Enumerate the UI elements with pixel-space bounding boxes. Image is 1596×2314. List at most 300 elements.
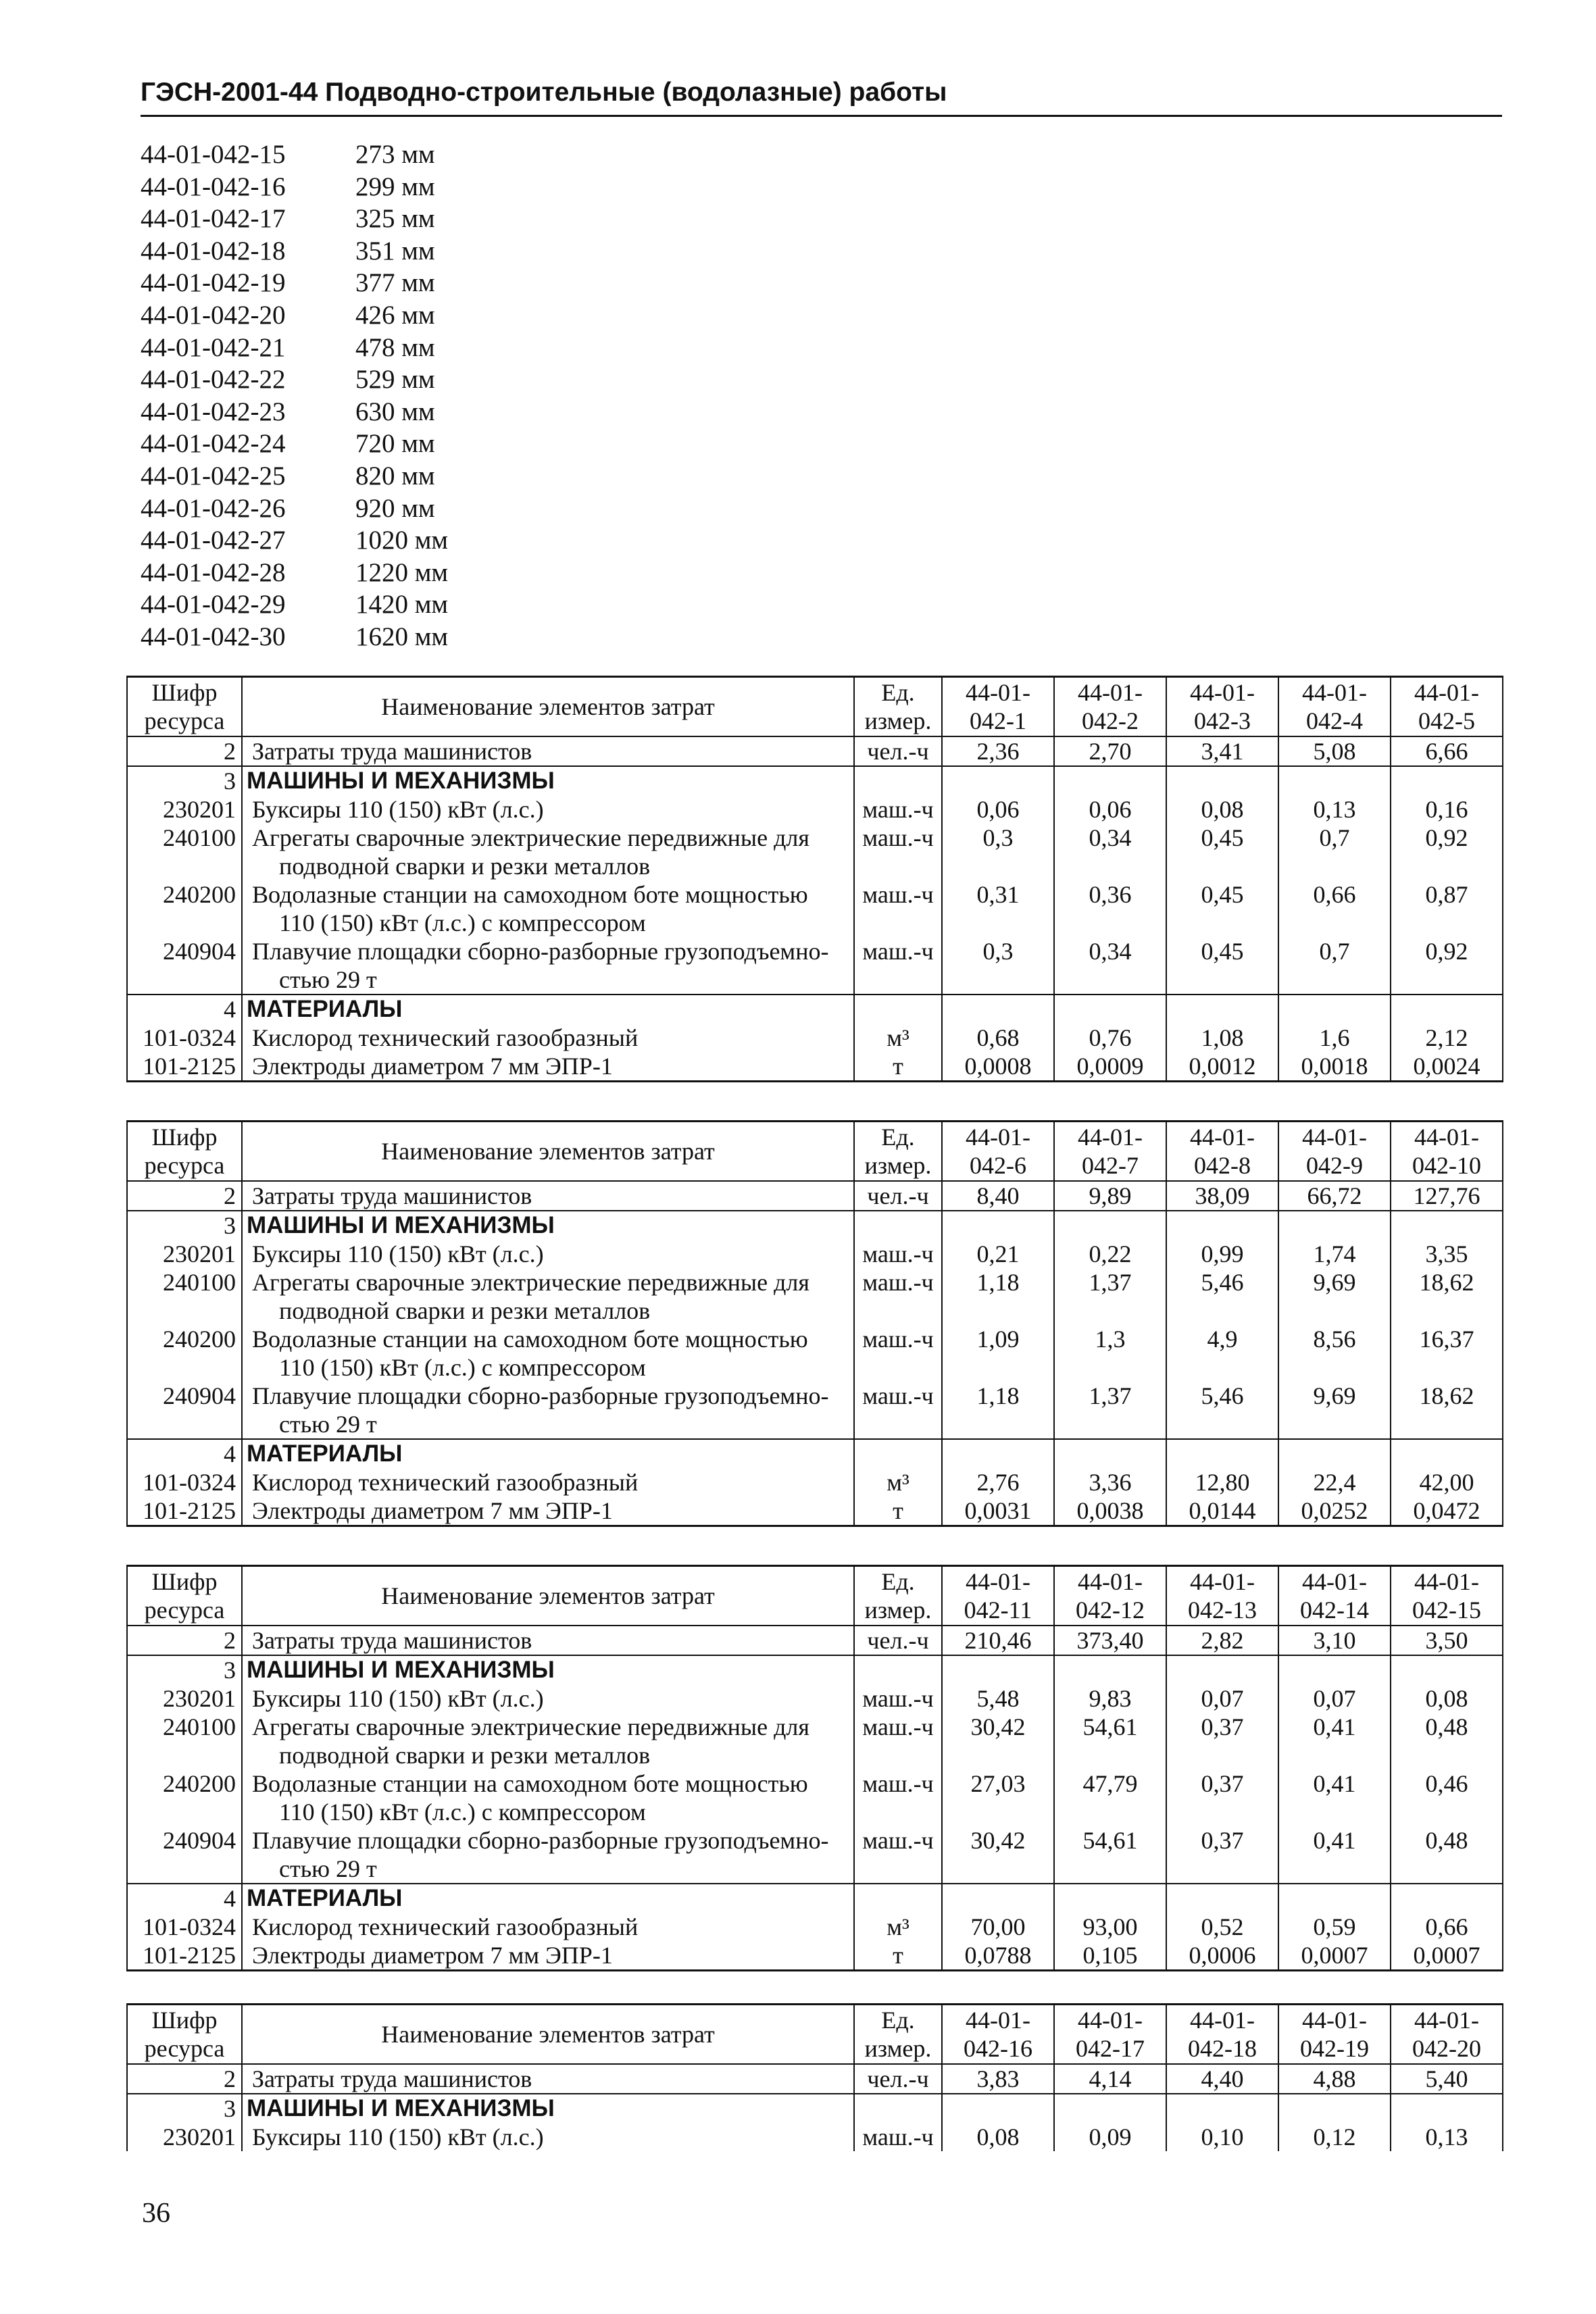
value-cell: 5,40 [1391, 2064, 1503, 2094]
value-cell: 0,7 [1278, 824, 1391, 880]
value-cell: 1,37 [1054, 1268, 1166, 1325]
value-cell: 0,31 [942, 880, 1054, 937]
resource-code: 240904 [127, 1382, 242, 1439]
value-cell: 6,66 [1391, 736, 1503, 766]
header-column-code: 44-01-042-14 [1278, 1566, 1391, 1626]
name-line: Плавучие площадки сборно-разборные грузоподъемно- [252, 1382, 829, 1409]
empty-cell [854, 766, 942, 795]
value-cell: 0,45 [1166, 880, 1278, 937]
value-cell: 4,14 [1054, 2064, 1166, 2094]
table-row [127, 1713, 1503, 1769]
value-cell: 0,0008 [942, 1052, 1054, 1082]
value-cell: 0,09 [1054, 2123, 1166, 2151]
code-list-code: 44-01-042-23 [141, 397, 286, 426]
value-cell: 1,18 [942, 1382, 1054, 1439]
value-cell: 38,09 [1166, 1181, 1278, 1211]
value-cell: 30,42 [942, 1826, 1054, 1884]
value-cell: 0,7 [1278, 937, 1391, 995]
value-cell: 42,00 [1391, 1468, 1503, 1496]
name-line-cont: 110 (150) кВт (л.с.) с компрессором [279, 1799, 646, 1826]
section-code: 3 [127, 766, 242, 795]
table-header-row [127, 2005, 1503, 2065]
value-cell: 70,00 [942, 1913, 1054, 1941]
code-list-code: 44-01-042-27 [141, 526, 286, 555]
code-list-code: 44-01-042-29 [141, 590, 286, 620]
empty-cell [1166, 1211, 1278, 1240]
empty-cell [942, 995, 1054, 1024]
resource-name: Затраты труда машинистов [242, 1181, 854, 1211]
section-title: МАШИНЫ И МЕХАНИЗМЫ [242, 1211, 854, 1240]
resource-name: Затраты труда машинистов [242, 736, 854, 766]
table-row [127, 2064, 1503, 2094]
empty-cell [1166, 2094, 1278, 2123]
value-cell: 4,88 [1278, 2064, 1391, 2094]
empty-cell [1278, 995, 1391, 1024]
resource-unit: маш.-ч [854, 1769, 942, 1826]
value-cell: 3,36 [1054, 1468, 1166, 1496]
value-cell: 0,105 [1054, 1941, 1166, 1971]
value-cell: 0,37 [1166, 1769, 1278, 1826]
page-header: ГЭСН-2001-44 Подводно-строительные (водолазные) работы [141, 76, 1502, 117]
table-row [127, 1913, 1503, 1941]
resource-name [242, 1268, 854, 1325]
value-cell: 1,09 [942, 1325, 1054, 1382]
code-size-list [141, 139, 448, 653]
value-cell: 8,40 [942, 1181, 1054, 1211]
resource-unit: т [854, 1052, 942, 1082]
resource-code: 240100 [127, 1268, 242, 1325]
section-code: 3 [127, 1655, 242, 1684]
value-cell: 0,45 [1166, 937, 1278, 995]
code-list-row [141, 171, 448, 203]
code-list-size: 351 мм [355, 236, 435, 266]
page-number: 36 [142, 2198, 170, 2229]
table-row [127, 1268, 1503, 1325]
value-cell: 0,0012 [1166, 1052, 1278, 1082]
resource-name: Кислород технический газообразный [242, 1913, 854, 1941]
table-row [127, 2123, 1503, 2151]
value-cell: 3,50 [1391, 1626, 1503, 1655]
name-line-cont: стью 29 т [279, 1411, 377, 1438]
empty-cell [942, 1884, 1054, 1913]
code-list-row [141, 139, 448, 171]
value-cell: 9,89 [1054, 1181, 1166, 1211]
code-list-code: 44-01-042-19 [141, 268, 286, 298]
header-unit: Ед. измер. [854, 1566, 942, 1626]
resource-code: 230201 [127, 1240, 242, 1268]
empty-cell [1054, 995, 1166, 1024]
code-list-size: 273 мм [355, 140, 435, 169]
value-cell: 0,36 [1054, 880, 1166, 937]
value-cell: 0,48 [1391, 1713, 1503, 1769]
header-code: Шифр ресурса [127, 1566, 242, 1626]
name-line-cont: стью 29 т [279, 1855, 377, 1882]
resource-unit: маш.-ч [854, 1826, 942, 1884]
value-cell: 1,18 [942, 1268, 1054, 1325]
value-cell: 0,0024 [1391, 1052, 1503, 1082]
resource-code: 230201 [127, 2123, 242, 2151]
resource-unit: маш.-ч [854, 1325, 942, 1382]
section-code: 3 [127, 2094, 242, 2123]
resource-unit: м³ [854, 1024, 942, 1052]
value-cell: 0,48 [1391, 1826, 1503, 1884]
code-list-size: 529 мм [355, 365, 435, 395]
value-cell: 0,0007 [1391, 1941, 1503, 1971]
name-line: Водолазные станции на самоходном боте мощностью [252, 881, 808, 908]
value-cell: 0,0038 [1054, 1496, 1166, 1526]
value-cell: 2,36 [942, 736, 1054, 766]
value-cell: 0,12 [1278, 2123, 1391, 2151]
resource-name [242, 824, 854, 880]
code-list-size: 920 мм [355, 493, 435, 523]
table-row [127, 1626, 1503, 1655]
code-list-code: 44-01-042-17 [141, 204, 286, 234]
code-list-row [141, 396, 448, 428]
name-line: Плавучие площадки сборно-разборные грузоподъемно- [252, 1827, 829, 1854]
resource-name [242, 1325, 854, 1382]
resource-unit: чел.-ч [854, 2064, 942, 2094]
value-cell: 0,46 [1391, 1769, 1503, 1826]
table-row [127, 1240, 1503, 1268]
code-list-size: 325 мм [355, 204, 435, 234]
resource-code: 240100 [127, 824, 242, 880]
value-cell: 3,35 [1391, 1240, 1503, 1268]
empty-cell [942, 1439, 1054, 1468]
name-line: Агрегаты сварочные электрические передвижные для [252, 1269, 809, 1296]
code-list-row [141, 428, 448, 460]
name-line: Плавучие площадки сборно-разборные грузоподъемно- [252, 938, 829, 965]
empty-cell [1391, 1655, 1503, 1684]
code-list-size: 377 мм [355, 268, 435, 298]
header-column-code: 44-01-042-7 [1054, 1122, 1166, 1182]
value-cell: 0,92 [1391, 937, 1503, 995]
value-cell: 0,16 [1391, 795, 1503, 824]
value-cell: 2,12 [1391, 1024, 1503, 1052]
empty-cell [942, 2094, 1054, 2123]
resource-name: Электроды диаметром 7 мм ЭПР-1 [242, 1941, 854, 1971]
resource-code: 240200 [127, 1769, 242, 1826]
empty-cell [854, 2094, 942, 2123]
value-cell: 9,69 [1278, 1382, 1391, 1439]
value-cell: 0,07 [1278, 1684, 1391, 1713]
value-cell: 0,0009 [1054, 1052, 1166, 1082]
resource-code: 2 [127, 1626, 242, 1655]
value-cell: 2,76 [942, 1468, 1054, 1496]
table-row [127, 937, 1503, 995]
section-row [127, 1884, 1503, 1913]
value-cell: 0,37 [1166, 1713, 1278, 1769]
empty-cell [1054, 2094, 1166, 2123]
resource-name: Затраты труда машинистов [242, 2064, 854, 2094]
resource-code: 2 [127, 736, 242, 766]
empty-cell [1054, 1439, 1166, 1468]
empty-cell [1054, 1211, 1166, 1240]
code-list-code: 44-01-042-20 [141, 300, 286, 330]
header-column-code: 44-01-042-10 [1391, 1122, 1503, 1182]
name-line: Водолазные станции на самоходном боте мощностью [252, 1770, 808, 1797]
empty-cell [1166, 1439, 1278, 1468]
resource-code: 240904 [127, 937, 242, 995]
value-cell: 0,87 [1391, 880, 1503, 937]
value-cell: 0,37 [1166, 1826, 1278, 1884]
value-cell: 22,4 [1278, 1468, 1391, 1496]
resource-code: 101-2125 [127, 1052, 242, 1082]
header-code: Шифр ресурса [127, 677, 242, 737]
value-cell: 0,3 [942, 937, 1054, 995]
code-list-code: 44-01-042-24 [141, 429, 286, 459]
resource-code: 2 [127, 2064, 242, 2094]
resource-code: 230201 [127, 795, 242, 824]
resource-name: Затраты труда машинистов [242, 1626, 854, 1655]
resource-unit: маш.-ч [854, 1713, 942, 1769]
resource-code: 101-0324 [127, 1468, 242, 1496]
code-list-row [141, 235, 448, 268]
value-cell: 1,3 [1054, 1325, 1166, 1382]
value-cell: 0,21 [942, 1240, 1054, 1268]
resource-unit: маш.-ч [854, 880, 942, 937]
table-row [127, 1941, 1503, 1971]
empty-cell [1278, 1439, 1391, 1468]
value-cell: 210,46 [942, 1626, 1054, 1655]
value-cell: 0,0006 [1166, 1941, 1278, 1971]
header-column-code: 44-01-042-17 [1054, 2005, 1166, 2065]
value-cell: 1,08 [1166, 1024, 1278, 1052]
value-cell: 0,22 [1054, 1240, 1166, 1268]
resource-code: 240100 [127, 1713, 242, 1769]
value-cell: 0,3 [942, 824, 1054, 880]
table-row [127, 1181, 1503, 1211]
value-cell: 0,34 [1054, 937, 1166, 995]
header-name: Наименование элементов затрат [242, 677, 854, 737]
code-list-row [141, 621, 448, 653]
resource-name [242, 937, 854, 995]
header-unit: Ед. измер. [854, 1122, 942, 1182]
header-column-code: 44-01-042-1 [942, 677, 1054, 737]
value-cell: 8,56 [1278, 1325, 1391, 1382]
section-row [127, 1439, 1503, 1468]
value-cell: 0,0252 [1278, 1496, 1391, 1526]
header-column-code: 44-01-042-11 [942, 1566, 1054, 1626]
code-list-code: 44-01-042-16 [141, 172, 286, 201]
code-list-row [141, 363, 448, 396]
value-cell: 1,74 [1278, 1240, 1391, 1268]
empty-cell [854, 995, 942, 1024]
resource-code: 240200 [127, 880, 242, 937]
value-cell: 0,45 [1166, 824, 1278, 880]
code-list-size: 630 мм [355, 397, 435, 426]
value-cell: 0,99 [1166, 1240, 1278, 1268]
header-column-code: 44-01-042-12 [1054, 1566, 1166, 1626]
table-row [127, 1496, 1503, 1526]
empty-cell [1054, 1655, 1166, 1684]
table-row [127, 1024, 1503, 1052]
resource-unit: чел.-ч [854, 736, 942, 766]
value-cell: 9,83 [1054, 1684, 1166, 1713]
empty-cell [942, 766, 1054, 795]
code-list-size: 1420 мм [355, 590, 449, 620]
value-cell: 0,0472 [1391, 1496, 1503, 1526]
empty-cell [1166, 766, 1278, 795]
section-title: МАШИНЫ И МЕХАНИЗМЫ [242, 1655, 854, 1684]
value-cell: 0,06 [1054, 795, 1166, 824]
code-list-code: 44-01-042-26 [141, 493, 286, 523]
code-list-size: 820 мм [355, 461, 435, 491]
resource-unit: маш.-ч [854, 1268, 942, 1325]
section-row [127, 2094, 1503, 2123]
value-cell: 4,9 [1166, 1325, 1278, 1382]
code-list-size: 1620 мм [355, 622, 449, 651]
value-cell: 30,42 [942, 1713, 1054, 1769]
resource-unit: маш.-ч [854, 1684, 942, 1713]
empty-cell [1166, 1884, 1278, 1913]
section-row [127, 1655, 1503, 1684]
code-list-size: 478 мм [355, 332, 435, 362]
table-row [127, 1382, 1503, 1439]
resource-table-1 [126, 676, 1503, 1082]
value-cell: 54,61 [1054, 1826, 1166, 1884]
code-list-row [141, 203, 448, 235]
code-list-code: 44-01-042-18 [141, 236, 286, 266]
section-title: МАШИНЫ И МЕХАНИЗМЫ [242, 766, 854, 795]
table-row [127, 824, 1503, 880]
empty-cell [1278, 1884, 1391, 1913]
empty-cell [854, 1439, 942, 1468]
resource-name [242, 1382, 854, 1439]
code-list-row [141, 299, 448, 332]
header-column-code: 44-01-042-9 [1278, 1122, 1391, 1182]
value-cell: 0,13 [1278, 795, 1391, 824]
value-cell: 0,41 [1278, 1826, 1391, 1884]
header-column-code: 44-01-042-6 [942, 1122, 1054, 1182]
table-header-row [127, 677, 1503, 737]
code-list-size: 299 мм [355, 172, 435, 201]
name-line: Агрегаты сварочные электрические передвижные для [252, 824, 809, 851]
resource-unit: маш.-ч [854, 1382, 942, 1439]
value-cell: 0,0144 [1166, 1496, 1278, 1526]
value-cell: 0,0007 [1278, 1941, 1391, 1971]
name-line-cont: подводной сварки и резки металлов [279, 1297, 651, 1324]
empty-cell [854, 1884, 942, 1913]
section-title: МАТЕРИАЛЫ [242, 1439, 854, 1468]
empty-cell [1391, 1884, 1503, 1913]
value-cell: 2,70 [1054, 736, 1166, 766]
empty-cell [1054, 1884, 1166, 1913]
empty-cell [942, 1211, 1054, 1240]
name-line-cont: 110 (150) кВт (л.с.) с компрессором [279, 1354, 646, 1381]
code-list-size: 1020 мм [355, 526, 449, 555]
header-column-code: 44-01-042-2 [1054, 677, 1166, 737]
code-list-code: 44-01-042-22 [141, 365, 286, 395]
code-list-row [141, 557, 448, 589]
resource-name [242, 1826, 854, 1884]
table-row [127, 1468, 1503, 1496]
value-cell: 0,66 [1391, 1913, 1503, 1941]
header-name: Наименование элементов затрат [242, 1122, 854, 1182]
header-code: Шифр ресурса [127, 1122, 242, 1182]
resource-code: 230201 [127, 1684, 242, 1713]
header-column-code: 44-01-042-20 [1391, 2005, 1503, 2065]
resource-unit: т [854, 1496, 942, 1526]
empty-cell [1391, 2094, 1503, 2123]
value-cell: 0,92 [1391, 824, 1503, 880]
value-cell: 16,37 [1391, 1325, 1503, 1382]
header-column-code: 44-01-042-19 [1278, 2005, 1391, 2065]
resource-table-3 [126, 1565, 1503, 1971]
value-cell: 3,10 [1278, 1626, 1391, 1655]
empty-cell [1054, 766, 1166, 795]
name-line-cont: подводной сварки и резки металлов [279, 853, 651, 880]
value-cell: 0,68 [942, 1024, 1054, 1052]
resource-unit: маш.-ч [854, 1240, 942, 1268]
value-cell: 0,59 [1278, 1913, 1391, 1941]
section-row [127, 1211, 1503, 1240]
resource-name: Буксиры 110 (150) кВт (л.с.) [242, 2123, 854, 2151]
table-row [127, 1684, 1503, 1713]
header-column-code: 44-01-042-16 [942, 2005, 1054, 2065]
resource-table-2 [126, 1120, 1503, 1527]
resource-name: Кислород технический газообразный [242, 1468, 854, 1496]
section-code: 4 [127, 1884, 242, 1913]
value-cell: 0,06 [942, 795, 1054, 824]
header-name: Наименование элементов затрат [242, 1566, 854, 1626]
code-list-code: 44-01-042-15 [141, 140, 286, 169]
resource-name: Электроды диаметром 7 мм ЭПР-1 [242, 1052, 854, 1082]
resource-code: 240200 [127, 1325, 242, 1382]
table-row [127, 736, 1503, 766]
section-title: МАТЕРИАЛЫ [242, 995, 854, 1024]
resource-name: Кислород технический газообразный [242, 1024, 854, 1052]
section-code: 4 [127, 995, 242, 1024]
resource-name [242, 1769, 854, 1826]
empty-cell [1391, 766, 1503, 795]
resource-name: Электроды диаметром 7 мм ЭПР-1 [242, 1496, 854, 1526]
table-row [127, 1769, 1503, 1826]
value-cell: 0,41 [1278, 1713, 1391, 1769]
header-unit: Ед. измер. [854, 2005, 942, 2065]
code-list-row [141, 588, 448, 621]
empty-cell [1391, 1211, 1503, 1240]
header-column-code: 44-01-042-15 [1391, 1566, 1503, 1626]
resource-unit: маш.-ч [854, 937, 942, 995]
code-list-row [141, 493, 448, 525]
value-cell: 0,66 [1278, 880, 1391, 937]
table-row [127, 880, 1503, 937]
empty-cell [1278, 2094, 1391, 2123]
value-cell: 27,03 [942, 1769, 1054, 1826]
resource-unit: т [854, 1941, 942, 1971]
empty-cell [1391, 995, 1503, 1024]
name-line-cont: 110 (150) кВт (л.с.) с компрессором [279, 909, 646, 936]
name-line: Агрегаты сварочные электрические передвижные для [252, 1713, 809, 1740]
header-column-code: 44-01-042-3 [1166, 677, 1278, 737]
section-row [127, 995, 1503, 1024]
code-list-size: 1220 мм [355, 557, 449, 587]
resource-code: 101-0324 [127, 1024, 242, 1052]
value-cell: 12,80 [1166, 1468, 1278, 1496]
resource-unit: маш.-ч [854, 795, 942, 824]
resource-unit: маш.-ч [854, 824, 942, 880]
header-column-code: 44-01-042-5 [1391, 677, 1503, 737]
resource-table-4 [126, 2003, 1503, 2151]
header-column-code: 44-01-042-13 [1166, 1566, 1278, 1626]
value-cell: 18,62 [1391, 1268, 1503, 1325]
value-cell: 5,46 [1166, 1382, 1278, 1439]
value-cell: 4,40 [1166, 2064, 1278, 2094]
value-cell: 0,0788 [942, 1941, 1054, 1971]
resource-code: 2 [127, 1181, 242, 1211]
code-list-size: 720 мм [355, 429, 435, 459]
resource-name: Буксиры 110 (150) кВт (л.с.) [242, 795, 854, 824]
